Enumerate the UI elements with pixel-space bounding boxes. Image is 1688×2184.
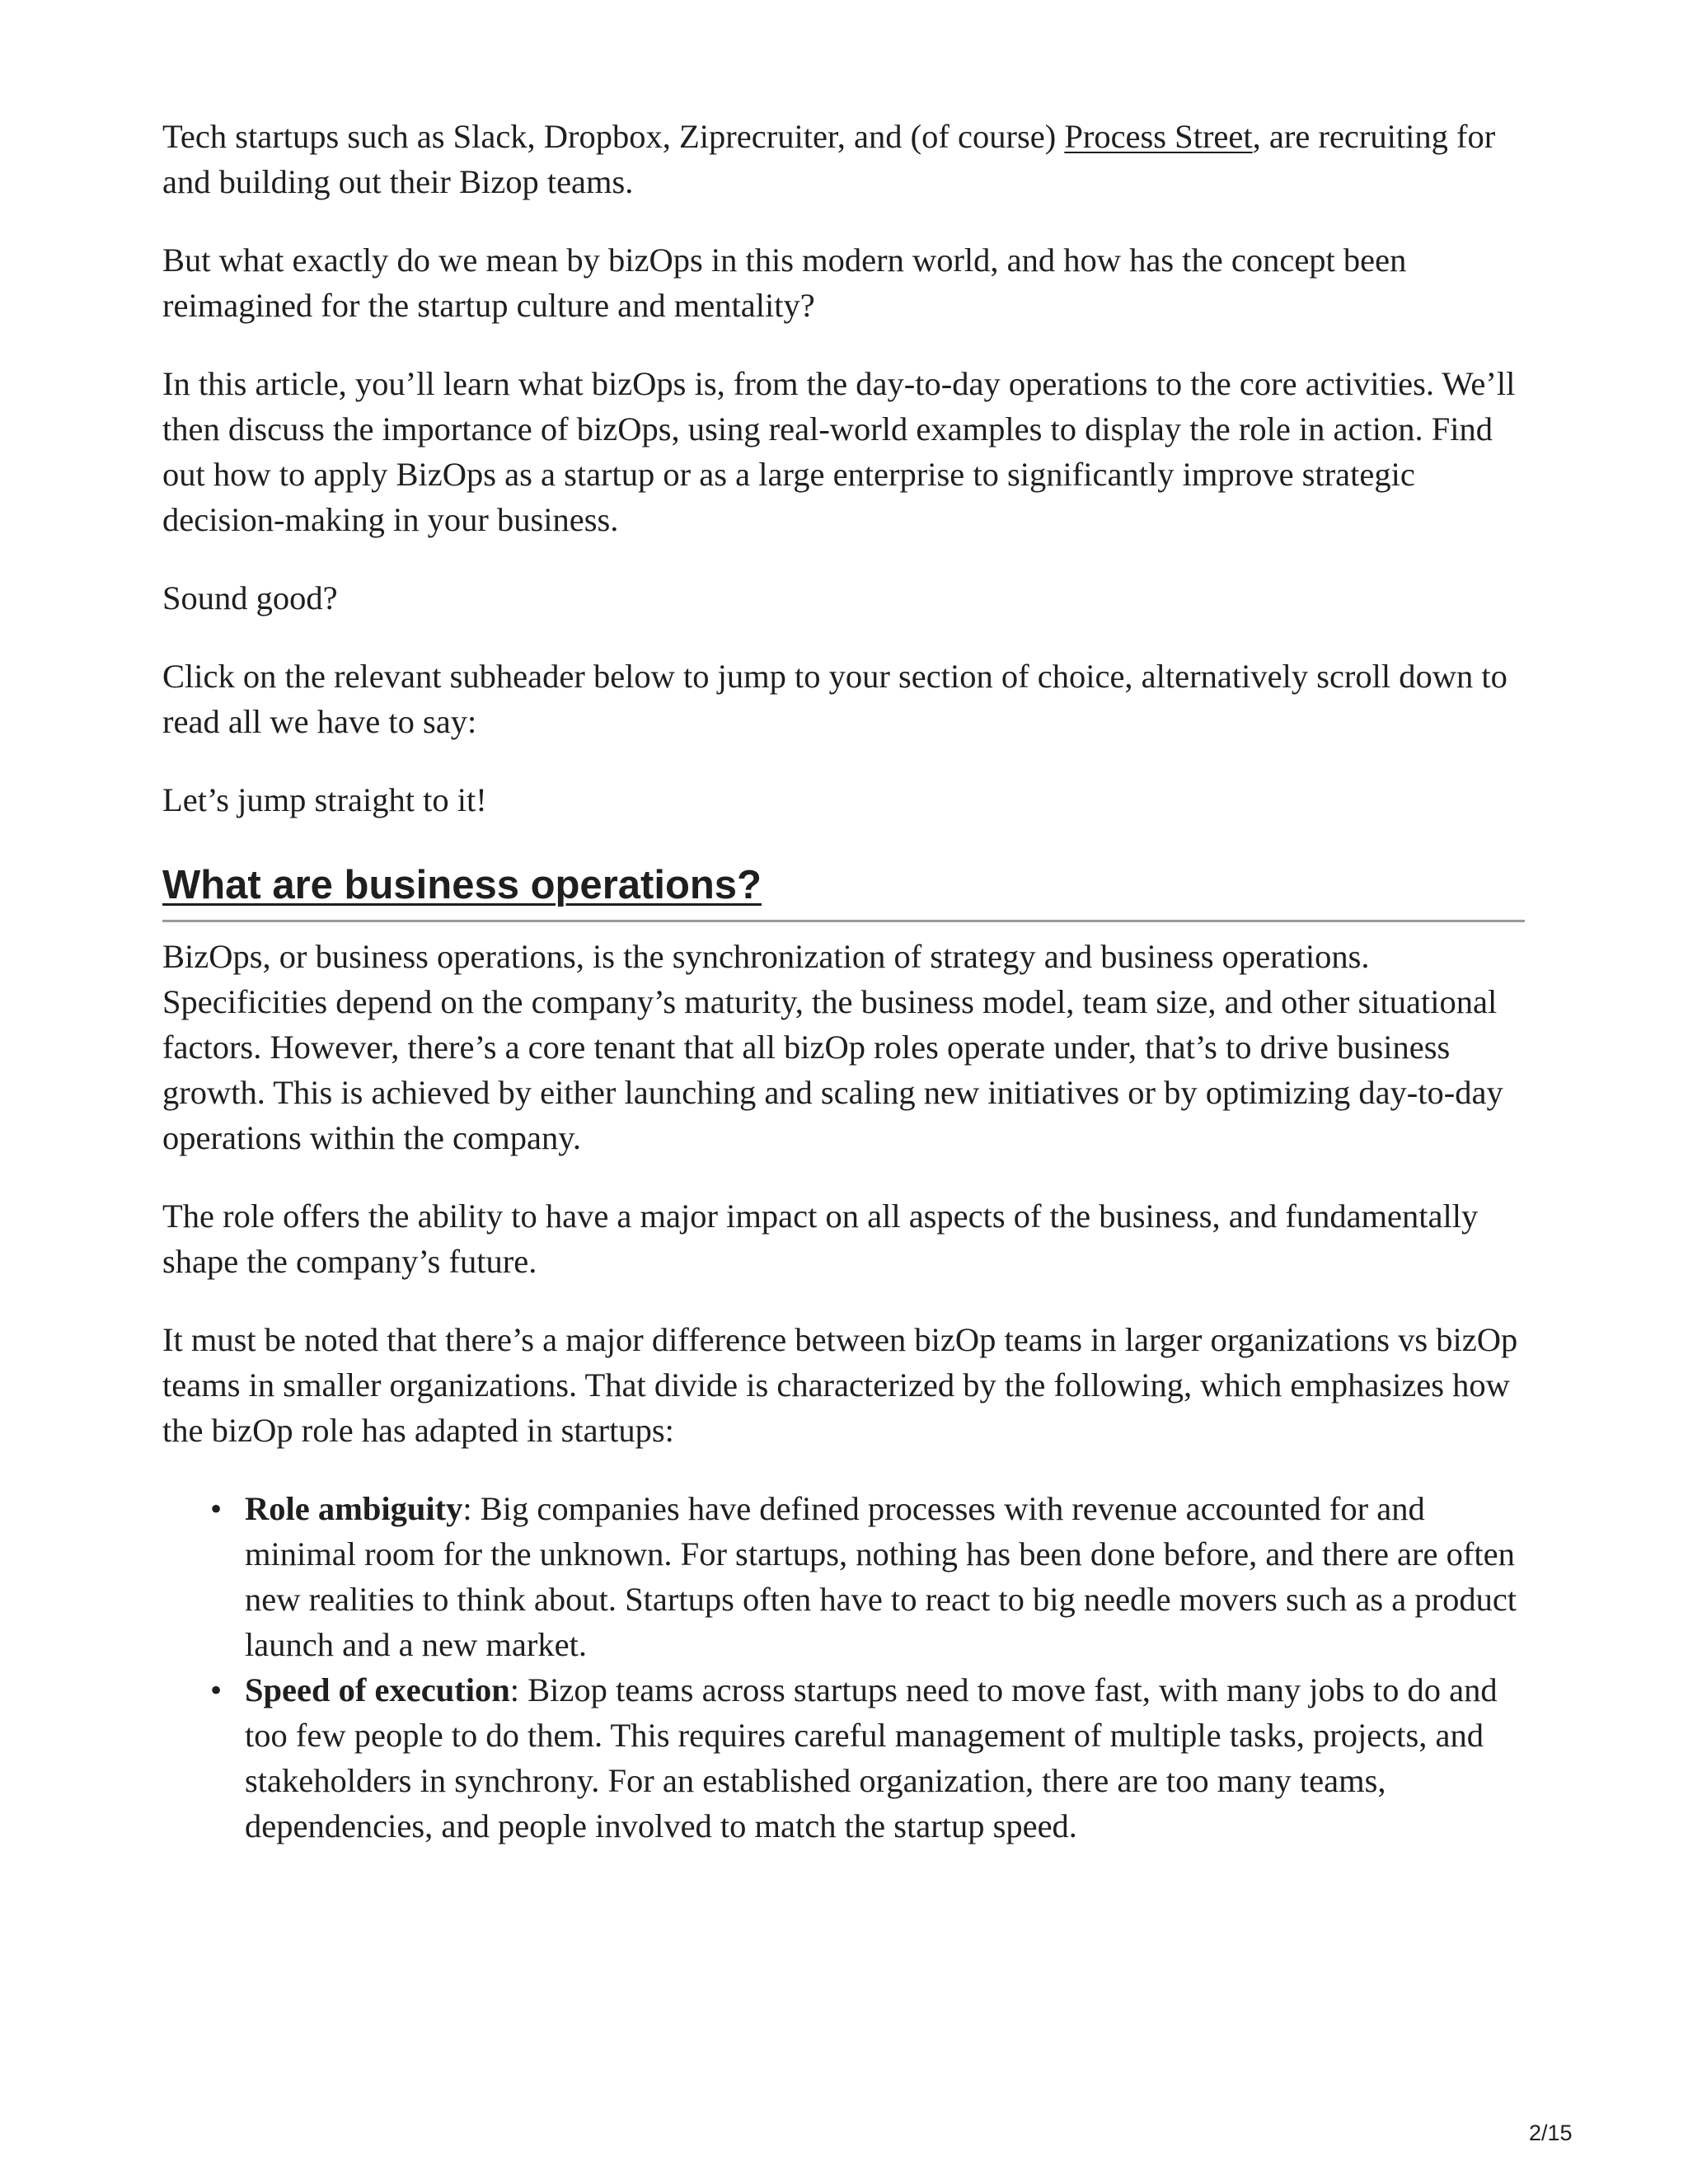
difference-list: [162, 1486, 1525, 1849]
intro-paragraph-3: In this article, you’ll learn what bizOps is, from the day-to-day operations to the core activities. We’ll then discuss the importance of bizOps, using real-world examples to display the role in action. Find out how to apply BizOps as a startup or as a large enterprise to significantly improve strategic decision-making in your business.: [162, 365, 1516, 538]
section-paragraph-2: The role offers the ability to have a major impact on all aspects of the business, and fundamentally shape the company’s future.: [162, 1197, 1479, 1280]
page-number: 2/15: [1529, 2121, 1573, 2145]
list-item-text: : Bizop teams across startups need to move fast, with many jobs to do and too few people to do them. This requires careful management of multiple tasks, projects, and stakeholders in synchrony. For an established organization, there are too many teams, dependencies, and people involved to match the startup speed.: [245, 1671, 1498, 1844]
list-item: [210, 1486, 1525, 1667]
bullet-icon: •: [210, 1671, 223, 1708]
section-heading: [162, 860, 1525, 922]
intro-text-before-link: Tech startups such as Slack, Dropbox, Ziprecruiter, and (of course): [162, 118, 1065, 155]
section-paragraph-3: It must be noted that there’s a major difference between bizOp teams in larger organizations vs bizOp teams in smaller organizations. That divide is characterized by the following, which emphasizes how the bizOp role has adapted in startups:: [162, 1321, 1518, 1449]
list-item-term: Role ambiguity: [245, 1490, 463, 1527]
list-item: [210, 1667, 1525, 1849]
list-item-term: Speed of execution: [245, 1671, 510, 1708]
article-body: [162, 114, 1525, 1849]
intro-paragraph-4: Sound good?: [162, 579, 338, 616]
bullet-icon: •: [210, 1490, 223, 1527]
intro-text-after-link: , are recruiting for and building out their Bizop teams.: [162, 118, 1496, 200]
intro-paragraph-2: But what exactly do we mean by bizOps in this modern world, and how has the concept been reimagined for the startup culture and mentality?: [162, 241, 1407, 324]
section-heading-link[interactable]: What are business operations?: [162, 863, 762, 907]
intro-paragraph-1: [162, 114, 1525, 204]
section-paragraph-1: BizOps, or business operations, is the synchronization of strategy and business operations. Specificities depend on the company’s maturity, the business model, team size, and other situational factors. However, there’s a core tenant that all bizOp roles operate under, that’s to drive business growth. This is achieved by either launching and scaling new initiatives or by optimizing day-to-day operations within the company.: [162, 938, 1503, 1156]
process-street-link[interactable]: Process Street: [1064, 118, 1253, 155]
list-item-text: : Big companies have defined processes with revenue accounted for and minimal room for the unknown. For startups, nothing has been done before, and there are often new realities to think about. Startups often have to react to big needle movers such as a product launch and a new market.: [245, 1490, 1517, 1663]
intro-paragraph-5: Click on the relevant subheader below to jump to your section of choice, alternatively scroll down to read all we have to say:: [162, 658, 1507, 740]
intro-paragraph-6: Let’s jump straight to it!: [162, 781, 487, 818]
